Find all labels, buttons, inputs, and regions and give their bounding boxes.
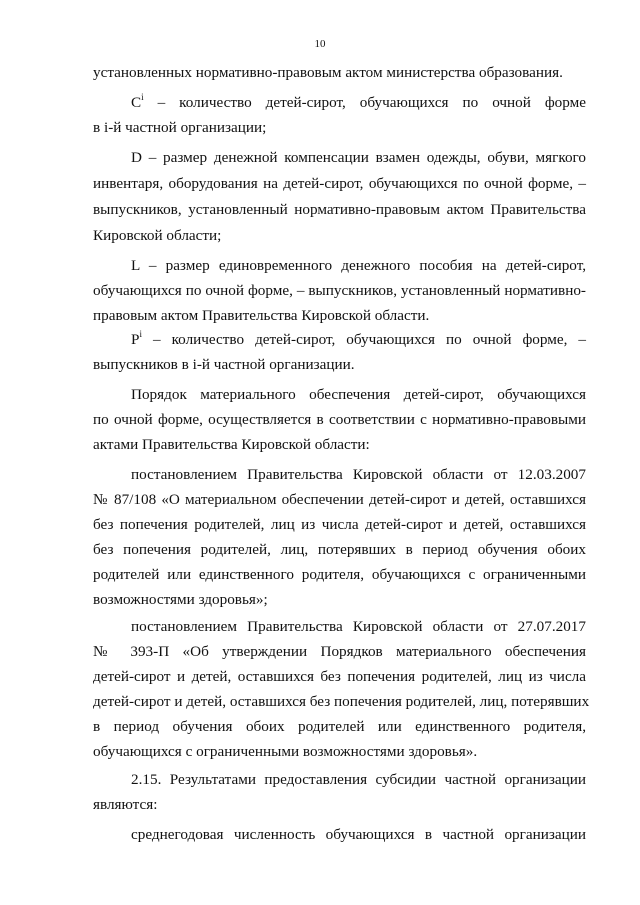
text-line: правовым актом Правительства Кировской области.	[93, 307, 430, 324]
text-line: установленных нормативно-правовым актом министерства образования.	[93, 64, 563, 81]
text-line: инвентаря, оборудования на детей-сирот, обучающихся по очной форме, –	[93, 175, 586, 192]
formula-definition: – количество детей-сирот, обучающихся по очной форме, –	[141, 331, 586, 348]
text-line: без попечения родителей, лиц из числа детей-сирот и детей, оставшихся	[93, 516, 586, 533]
text-line: обучающихся с ограниченными возможностями здоровья».	[93, 743, 478, 760]
text-line: детей-сирот и детей, оставшихся без попечения родителей, лиц из числа	[93, 668, 586, 685]
text-line: выпускников в i-й частной организации.	[93, 356, 355, 373]
formula-superscript: i	[141, 92, 144, 102]
text-line: выпускников, установленный нормативно-правовым актом Правительства	[93, 201, 586, 218]
text-line: в период обучения обоих родителей или единственного родителя,	[93, 718, 586, 735]
formula-definition: – количество детей-сирот, обучающихся по очной форме	[143, 94, 586, 111]
text-line: постановлением Правительства Кировской области от 12.03.2007	[131, 466, 586, 483]
text-line: являются:	[93, 796, 158, 813]
text-line: детей-сирот и детей, оставшихся без попечения родителей, лиц, потерявших	[93, 693, 590, 710]
text-line: № 393-П «Об утверждении Порядков материального обеспечения	[93, 643, 586, 660]
text-line: по очной форме, осуществляется в соответствии с нормативно-правовыми	[93, 411, 586, 428]
text-line: Кировской области;	[93, 227, 222, 244]
text-line: в i-й частной организации;	[93, 119, 267, 136]
text-line: D – размер денежной компенсации взамен одежды, обуви, мягкого	[131, 149, 586, 166]
text-line: Порядок материального обеспечения детей-сирот, обучающихся	[131, 386, 586, 403]
text-line: среднегодовая численность обучающихся в частной организации	[131, 826, 586, 843]
text-line: возможностями здоровья»;	[93, 591, 268, 608]
text-line: L – размер единовременного денежного пособия на детей-сирот,	[131, 257, 586, 274]
formula-superscript: i	[139, 329, 142, 339]
formula-symbol: C	[131, 94, 142, 111]
formula-symbol: P	[131, 331, 140, 348]
text-line: обучающихся по очной форме, – выпускников, установленный нормативно-	[93, 282, 586, 299]
text-line: постановлением Правительства Кировской области от 27.07.2017	[131, 618, 586, 635]
page-number: 10	[314, 38, 326, 50]
section-heading-2-15: 2.15. Результатами предоставления субсидии частной организации	[131, 771, 586, 788]
text-line: № 87/108 «О материальном обеспечении детей-сирот и детей, оставшихся	[93, 491, 586, 508]
text-line: без попечения родителей, лиц, потерявших в период обучения обоих	[93, 541, 586, 558]
text-line: родителей или единственного родителя, обучающихся с ограниченными	[93, 566, 586, 583]
text-line: актами Правительства Кировской области:	[93, 436, 370, 453]
text-line-formula-p	[131, 330, 586, 350]
text-line-formula-c	[131, 93, 586, 113]
